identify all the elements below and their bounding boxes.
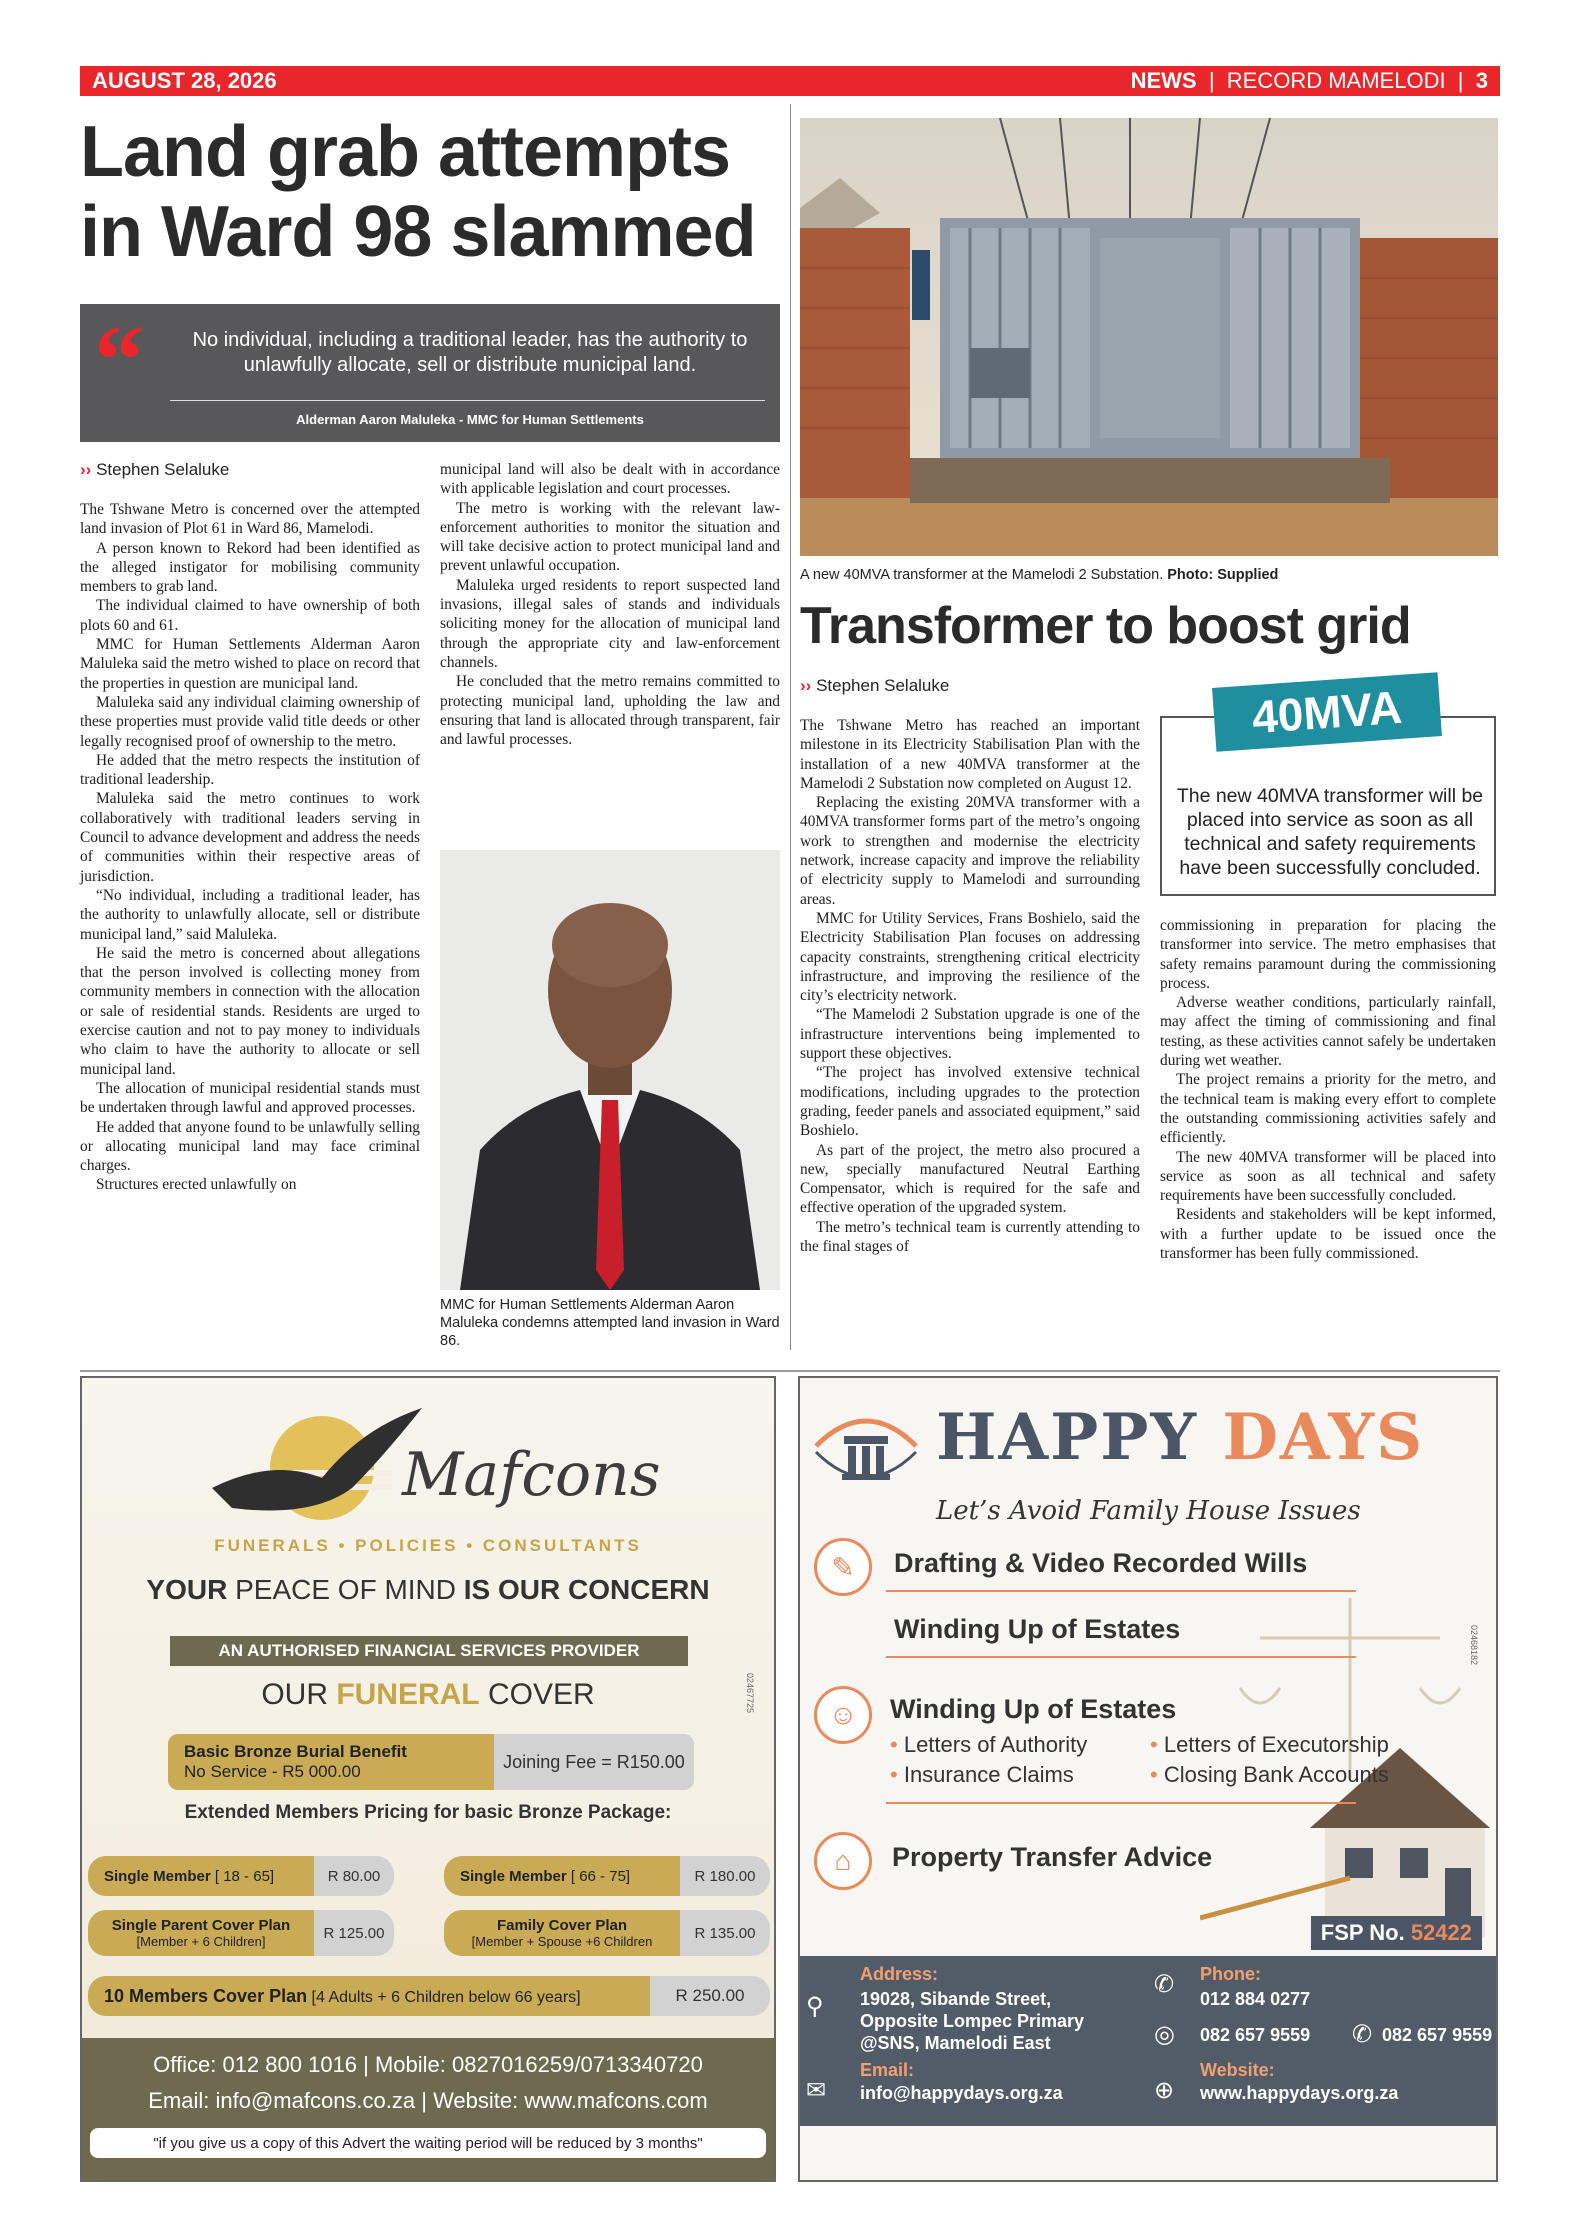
transformer-caption xyxy=(800,566,1498,584)
pull-quote-box xyxy=(80,304,780,442)
caption-text: A new 40MVA transformer at the Mamelodi 2 Substation. xyxy=(800,567,1164,583)
paragraph: The individual claimed to have ownership of both plots 60 and 61. xyxy=(80,597,420,634)
photo-credit: Photo: Supplied xyxy=(1167,567,1279,583)
header-section-info: NEWS | RECORD MAMELODI | 3 xyxy=(1130,68,1488,93)
paper-name: RECORD MAMELODI xyxy=(1226,68,1446,93)
paragraph: Maluleka said the metro continues to work collaboratively with traditional leaders serving in Council to advance development and address the needs of communities within their respective areas of jurisdiction. xyxy=(80,790,420,885)
story1-byline xyxy=(80,460,229,480)
sub-closing-accounts: • Closing Bank Accounts xyxy=(1150,1762,1389,1787)
phone-value[interactable]: 012 884 0277 xyxy=(1200,1989,1311,2009)
mafcons-contact-footer xyxy=(82,2038,774,2182)
portrait-caption: MMC for Human Settlements Alderman Aaron Maluleka condemns attempted land invasion in Ward 86. xyxy=(440,1297,780,1349)
paragraph: “The project has involved extensive technical modifications, including upgrades to the protection grading, feeder panels and associated equipment,” said Boshielo. xyxy=(800,1064,1140,1140)
phone-label: Phone: xyxy=(1200,1964,1261,1984)
service-wills: Drafting & Video Recorded Wills xyxy=(894,1548,1308,1578)
service-winding-up: Winding Up of Estates xyxy=(894,1614,1181,1644)
byline-arrow-icon: ›› xyxy=(800,676,812,695)
paragraph: MMC for Utility Services, Frans Boshielo, said the Electricity Stabilisation Plan focuses on addressing capacity constraints, strengthening critical electricity infrastructure, and improving the resilience of the city’s electricity network. xyxy=(800,909,1140,1005)
mafcons-slogan: YOUR PEACE OF MIND IS OUR CONCERN xyxy=(146,1574,710,1605)
eagle-logo-icon xyxy=(212,1408,432,1538)
paragraph: Adverse weather conditions, particularly rainfall, may affect the timing of commissioning and final testing, as these activities cannot safely be undertaken during wet weather. xyxy=(1160,994,1496,1070)
family-cover-plan: Family Cover Plan [Member + Spouse +6 Children R 135.00 xyxy=(444,1910,770,1956)
ten-members-plan: 10 Members Cover Plan [4 Adults + 6 Children below 66 years] R 250.00 xyxy=(88,1976,770,2016)
portrait-photo xyxy=(440,850,780,1290)
paragraph: Structures erected unlawfully on xyxy=(96,1176,297,1194)
happydays-advert xyxy=(798,1376,1498,2182)
bronze-benefit-plan xyxy=(168,1734,694,1790)
paragraph: Replacing the existing 20MVA transformer with a 40MVA transformer forms part of the metro’s ongoing work to strengthen and modernise the electricity network, increase capacity and improve the reliability of electricity supply to Mamelodi and surrounding areas. xyxy=(800,794,1140,908)
paragraph: The Tshwane Metro has reached an important milestone in its Electricity Stabilisation Plan with the installation of a new 40MVA transformer at the Mamelodi 2 Substation now completed on August 12. xyxy=(800,717,1140,792)
paragraph: municipal land will also be dealt with in accordance with applicable legislation and court processes. xyxy=(440,461,780,498)
page-number: 3 xyxy=(1475,68,1488,93)
quote-mark-icon: “ xyxy=(94,304,144,415)
headline-line-2: in Ward 98 slammed xyxy=(80,192,756,272)
house-icon: ⌂ xyxy=(814,1832,872,1890)
mafcons-note: "if you give us a copy of this Advert the waiting period will be reduced by 3 months" xyxy=(90,2128,766,2158)
sub-letters-executorship: • Letters of Executorship xyxy=(1150,1732,1389,1757)
paragraph: He added that the metro respects the institution of traditional leadership. xyxy=(80,751,420,789)
paragraph: The metro is working with the relevant law-enforcement authorities to monitor the situation and will take decisive action to protect municipal land and prevent unlawful occupation. xyxy=(440,499,780,575)
service-property-transfer: Property Transfer Advice xyxy=(892,1842,1213,1872)
bronze-title: Basic Bronze Burial Benefit xyxy=(184,1742,407,1761)
sub-insurance-claims: • Insurance Claims xyxy=(890,1762,1074,1787)
page-header-bar xyxy=(80,66,1500,96)
fact-box-tag: 40MVA xyxy=(1212,672,1442,752)
mobile-value[interactable]: 082 657 9559 xyxy=(1382,2025,1493,2045)
story2-column-2 xyxy=(1160,916,1496,1263)
mafcons-advert xyxy=(80,1376,776,2182)
location-pin-icon: ⚲ xyxy=(806,1993,824,2020)
phone-icon: ✆ xyxy=(1154,1971,1175,1998)
whatsapp-icon: ◎ xyxy=(1154,2021,1175,2048)
transformer-photo xyxy=(800,118,1498,556)
pull-quote-attribution: Alderman Aaron Maluleka - MMC for Human Settlements xyxy=(296,412,644,427)
document-pen-icon: ✎ xyxy=(814,1538,872,1596)
story1-column-2 xyxy=(440,460,780,749)
pillar-logo-icon xyxy=(806,1406,926,1486)
paragraph: Maluleka said any individual claiming ownership of these properties must provide valid title deeds or other legally recognised proof of ownership to the metro. xyxy=(80,693,420,750)
joining-fee: Joining Fee = R150.00 xyxy=(494,1734,694,1790)
extended-pricing-heading: Extended Members Pricing for basic Bronze Package: xyxy=(184,1802,672,1823)
happydays-contact-footer xyxy=(800,1956,1496,2126)
email-envelope-icon: ✉ xyxy=(806,2077,827,2104)
ads-divider xyxy=(80,1370,1500,1372)
paragraph: As part of the project, the metro also procured a new, specially manufactured Neutral Earthing Compensator, which is required for the safe and effective operation of the upgraded system. xyxy=(800,1141,1140,1217)
issue-date: AUGUST 28, 2026 xyxy=(92,68,277,93)
mafcons-email-line: Email: info@mafcons.co.za | Website: www.mafcons.com xyxy=(148,2088,708,2113)
website-value[interactable]: www.happydays.org.za xyxy=(1200,2083,1399,2103)
globe-icon: ⊕ xyxy=(1154,2077,1175,2104)
paragraph: He said the metro is concerned about allegations that the person involved is collecting money from community members in connection with the allocation or sale of residential stands. Residents are urged to exercise caution and not to pay money to individuals who claim to have the authority to allocate or sell municipal land. xyxy=(80,944,420,1078)
fact-box xyxy=(1160,680,1496,896)
website-label: Website: xyxy=(1200,2060,1275,2080)
story1-column-1 xyxy=(80,500,420,1195)
email-value[interactable]: info@happydays.org.za xyxy=(860,2083,1063,2103)
paragraph: The allocation of municipal residential stands must be undertaken through lawful and approved processes. xyxy=(80,1079,420,1117)
byline-author: Stephen Selaluke xyxy=(816,676,950,695)
story2-column-1 xyxy=(800,716,1140,1256)
story2-headline: Transformer to boost grid xyxy=(800,597,1411,655)
quote-divider xyxy=(170,400,765,401)
pull-quote-text: No individual, including a traditional leader, has the authority to unlawfully allocate, sell or distribute municipal land. xyxy=(192,329,748,376)
sub-letters-authority: • Letters of Authority xyxy=(890,1732,1088,1757)
paragraph: “The Mamelodi 2 Substation upgrade is one of the infrastructure interventions being implemented to support these objectives. xyxy=(800,1006,1140,1063)
email-label: Email: xyxy=(860,2060,915,2080)
address-value: 19028, Sibande Street, Opposite Lompec Primary @SNS, Mamelodi East xyxy=(860,1989,1085,2053)
ad-code: 02468182 xyxy=(1468,1624,1479,1666)
paragraph: The metro’s technical team is currently attending to the final stages of xyxy=(800,1218,1140,1256)
service-winding-up-estates: Winding Up of Estates xyxy=(890,1694,1177,1724)
address-label: Address: xyxy=(860,1964,939,1984)
mobile-phone-icon: ✆ xyxy=(1352,2021,1373,2048)
mafcons-phone-line: Office: 012 800 1016 | Mobile: 0827016259/0713340720 xyxy=(153,2052,703,2077)
byline-author: Stephen Selaluke xyxy=(96,460,230,479)
single-member-18-65-plan: Single Member [ 18 - 65] R 80.00 xyxy=(88,1856,394,1896)
fact-box-text: The new 40MVA transformer will be placed into service as soon as all technical and safety requirements have been successfully concluded. xyxy=(1176,785,1484,879)
paragraph: The Tshwane Metro is concerned over the attempted land invasion of Plot 61 in Ward 86, Mamelodi. xyxy=(80,501,420,538)
headline-line-1: Land grab attempts xyxy=(80,112,731,192)
happydays-brand: HAPPY DAYS xyxy=(936,1400,1425,1475)
single-member-66-75-plan: Single Member [ 66 - 75] R 180.00 xyxy=(444,1856,770,1896)
paragraph: He added that anyone found to be unlawfully selling or allocating municipal land may face criminal charges. xyxy=(80,1118,420,1175)
ad-code: 02467725 xyxy=(744,1672,755,1714)
paragraph: He concluded that the metro remains committed to protecting municipal land, upholding the law and ensuring that land is allocated through transparent, fair and lawful processes. xyxy=(440,673,780,749)
funeral-cover-heading: OUR FUNERAL COVER xyxy=(261,1678,595,1711)
story2-byline xyxy=(800,676,949,696)
service-divider xyxy=(886,1656,1356,1658)
byline-arrow-icon: ›› xyxy=(80,460,92,479)
section-name: NEWS xyxy=(1130,68,1197,93)
service-divider xyxy=(886,1802,1356,1804)
people-group-icon: ☺ xyxy=(814,1686,872,1744)
column-divider xyxy=(790,104,791,1350)
fsp-number-badge: FSP No. 52422 xyxy=(1311,1916,1482,1950)
mafcons-brand: Mafcons xyxy=(402,1440,661,1510)
paragraph: commissioning in preparation for placing the transformer into service. The metro emphasises that safety remains paramount during the commissioning process. xyxy=(1160,917,1496,992)
happydays-slogan: Let’s Avoid Family House Issues xyxy=(936,1496,1361,1526)
paragraph: Maluleka urged residents to report suspected land invasions, illegal sales of stands and individuals soliciting money for the allocation of municipal land through the appropriate city and law-enforcement channels. xyxy=(440,576,780,671)
whatsapp-value[interactable]: 082 657 9559 xyxy=(1200,2025,1311,2045)
paragraph: “No individual, including a traditional leader, has the authority to unlawfully allocate, sell or distribute municipal land,” said Maluleka. xyxy=(80,886,420,943)
service-divider xyxy=(886,1590,1356,1592)
mafcons-tagline: FUNERALS • POLICIES • CONSULTANTS xyxy=(214,1536,642,1555)
single-parent-plan: Single Parent Cover Plan [Member + 6 Children] R 125.00 xyxy=(88,1910,394,1956)
paragraph: A person known to Rekord had been identified as the alleged instigator for mobilising community members to grab land. xyxy=(80,539,420,596)
paragraph: The new 40MVA transformer will be placed into service as soon as all technical and safety requirements have been successfully concluded. xyxy=(1160,1148,1496,1205)
paragraph: The project remains a priority for the metro, and the technical team is making every effort to complete the outstanding commissioning activities safely and efficiently. xyxy=(1160,1071,1496,1147)
authorised-provider-banner: AN AUTHORISED FINANCIAL SERVICES PROVIDER xyxy=(170,1636,688,1666)
bronze-subtitle: No Service - R5 000.00 xyxy=(184,1762,361,1781)
paragraph: Residents and stakeholders will be kept informed, with a further update to be issued once the transformer has been fully commissioned. xyxy=(1160,1206,1496,1263)
story1-headline xyxy=(80,112,780,272)
paragraph: MMC for Human Settlements Alderman Aaron Maluleka said the metro wished to place on record that the properties in question are municipal land. xyxy=(80,636,420,692)
